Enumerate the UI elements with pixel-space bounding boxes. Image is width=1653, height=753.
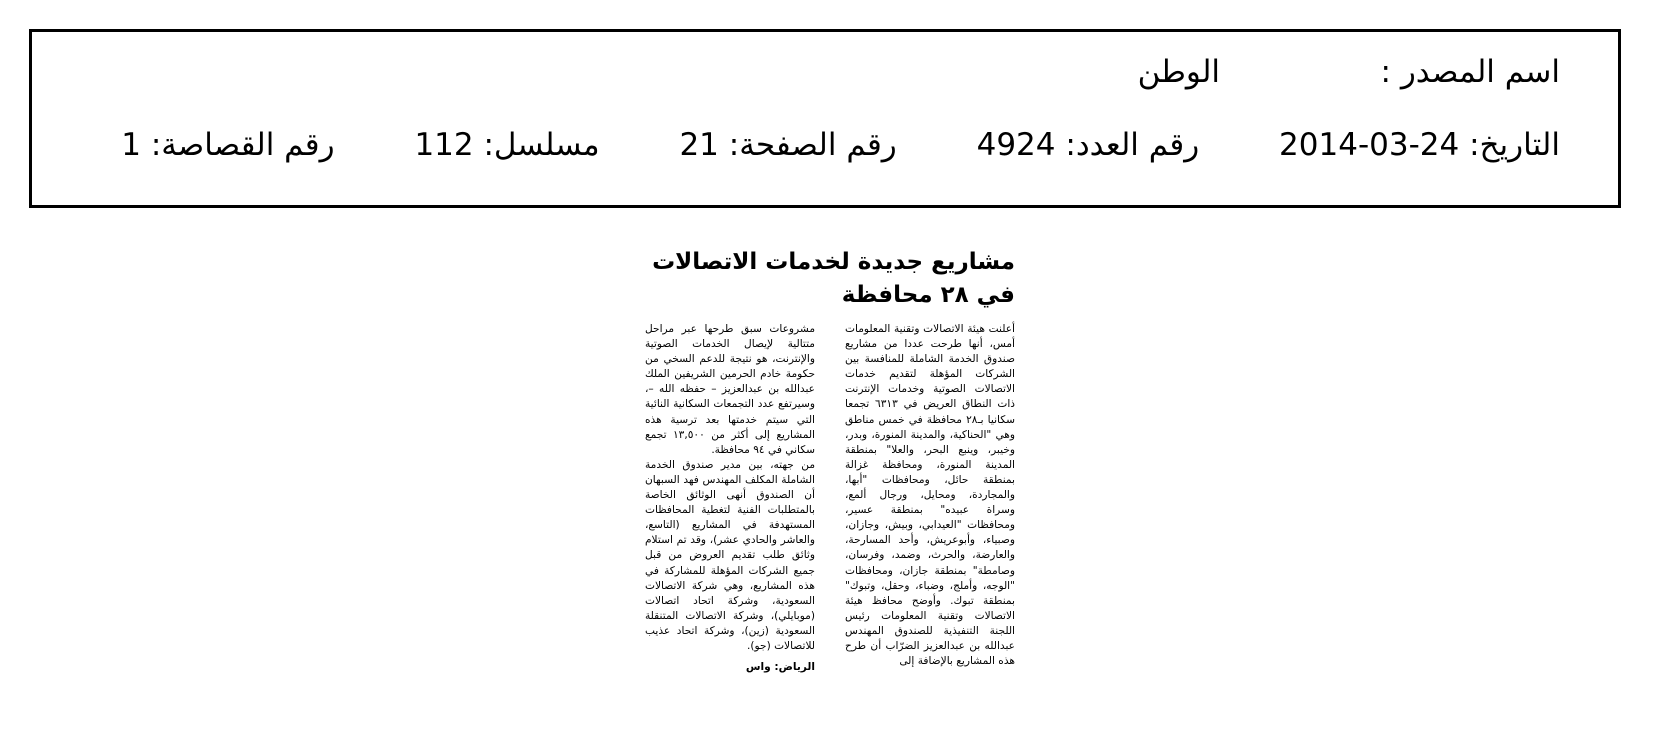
clip-field	[121, 127, 334, 163]
article-headline	[620, 246, 1015, 312]
source-label: اسم المصدر :	[1380, 54, 1560, 90]
page-field	[679, 127, 896, 163]
metadata-row	[121, 127, 1560, 163]
source-info-box	[29, 29, 1621, 208]
date-field	[1279, 127, 1560, 163]
article-column-left	[645, 322, 815, 675]
issue-label: رقم العدد:	[1065, 127, 1200, 163]
page-value: 21	[679, 127, 719, 163]
article-byline: الرياض: واس	[745, 661, 815, 674]
news-clipping	[620, 246, 1016, 674]
source-value: الوطن	[1137, 54, 1220, 90]
page-label: رقم الصفحة:	[728, 127, 897, 163]
serial-field	[414, 127, 599, 163]
article-column-right: أعلنت هيئة الاتصالات وتقنية المعلومات أمس، أنها طرحت عددا من مشاريع صندوق الخدمة الشاملة للمنافسة بين الشركات المؤهلة لتقديم خدمات الاتصالات الصوتية وخدمات الإنترنت ذات النطاق العريض في ٦٣١٣ تجمعا سكانيا بـ٢٨ محافظة في خمس مناطق وهي "الحناكية، والمدينة المنورة، وبدر، وخيبر، وينبع البحر، والعلا" بمنطقة المدينة المنورة، ومحافظة غزالة بمنطقة حائل، ومحافظات "أبها، والمجاردة، ومحايل، ورجال ألمع، وسراة عبيده" بمنطقة عسير، ومحافظات "العيدابي، وبيش، وجازان، وصبياء، وأبوعريش، وأحد المسارحة، والعارضة، والحرث، وضمد، وفرسان، وصامطة" بمنطقة جازان، ومحافظات "الوجه، وأملج، وضباء، وحقل، وتبوك" بمنطقة تبوك. وأوضح محافظ هيئة الاتصالات وتقنية المعلومات رئيس اللجنة التنفيذية للصندوق المهندس عبدالله بن عبدالعزيز الضرّاب أن طرح هذه المشاريع بالإضافة إلى	[845, 323, 1016, 668]
issue-value: 4924	[976, 127, 1056, 163]
date-label: التاريخ:	[1469, 127, 1560, 163]
clip-label: رقم القصاصة:	[150, 127, 335, 163]
serial-label: مسلسل:	[483, 127, 600, 163]
headline-line-2: في ٢٨ محافظة	[841, 282, 1015, 308]
article-columns	[620, 322, 1015, 722]
article-paragraph: مشروعات سبق طرحها عبر مراحل متتالية لإيصال الخدمات الصوتية والإنترنت، هو نتيجة للدعم السخي من حكومة خادم الحرمين الشريفين الملك عبدالله بن عبدالعزيز – حفظه الله –، وسيرتفع عدد التجمعات السكانية النائية التي سيتم خدمتها بعد ترسية هذه المشاريع إلى أكثر من ١٣,٥٠٠ تجمع سكاني في ٩٤ محافظة.	[645, 323, 815, 456]
article-paragraph: من جهته، بين مدير صندوق الخدمة الشاملة المكلف المهندس فهد السبهان أن الصندوق أنهى الوثائق الخاصة بالمتطلبات الفنية لتغطية المحافظات المستهدفة في المشاريع (التاسع، والعاشر والحادي عشر)، وقد تم استلام وثائق طلب تقديم العروض من قبل جميع الشركات المؤهلة للمشاركة في هذه المشاريع، وهي شركة الاتصالات السعودية، وشركة اتحاد اتصالات (موبايلي)، وشركة الاتصالات المتنقلة السعودية (زين)، وشركة اتحاد عذيب للاتصالات (جو).	[645, 458, 815, 652]
clip-value: 1	[121, 127, 141, 163]
date-value: 2014-03-24	[1279, 127, 1460, 163]
headline-line-1: مشاريع جديدة لخدمات الاتصالات	[652, 249, 1015, 275]
serial-value: 112	[414, 127, 474, 163]
issue-field	[977, 127, 1200, 163]
